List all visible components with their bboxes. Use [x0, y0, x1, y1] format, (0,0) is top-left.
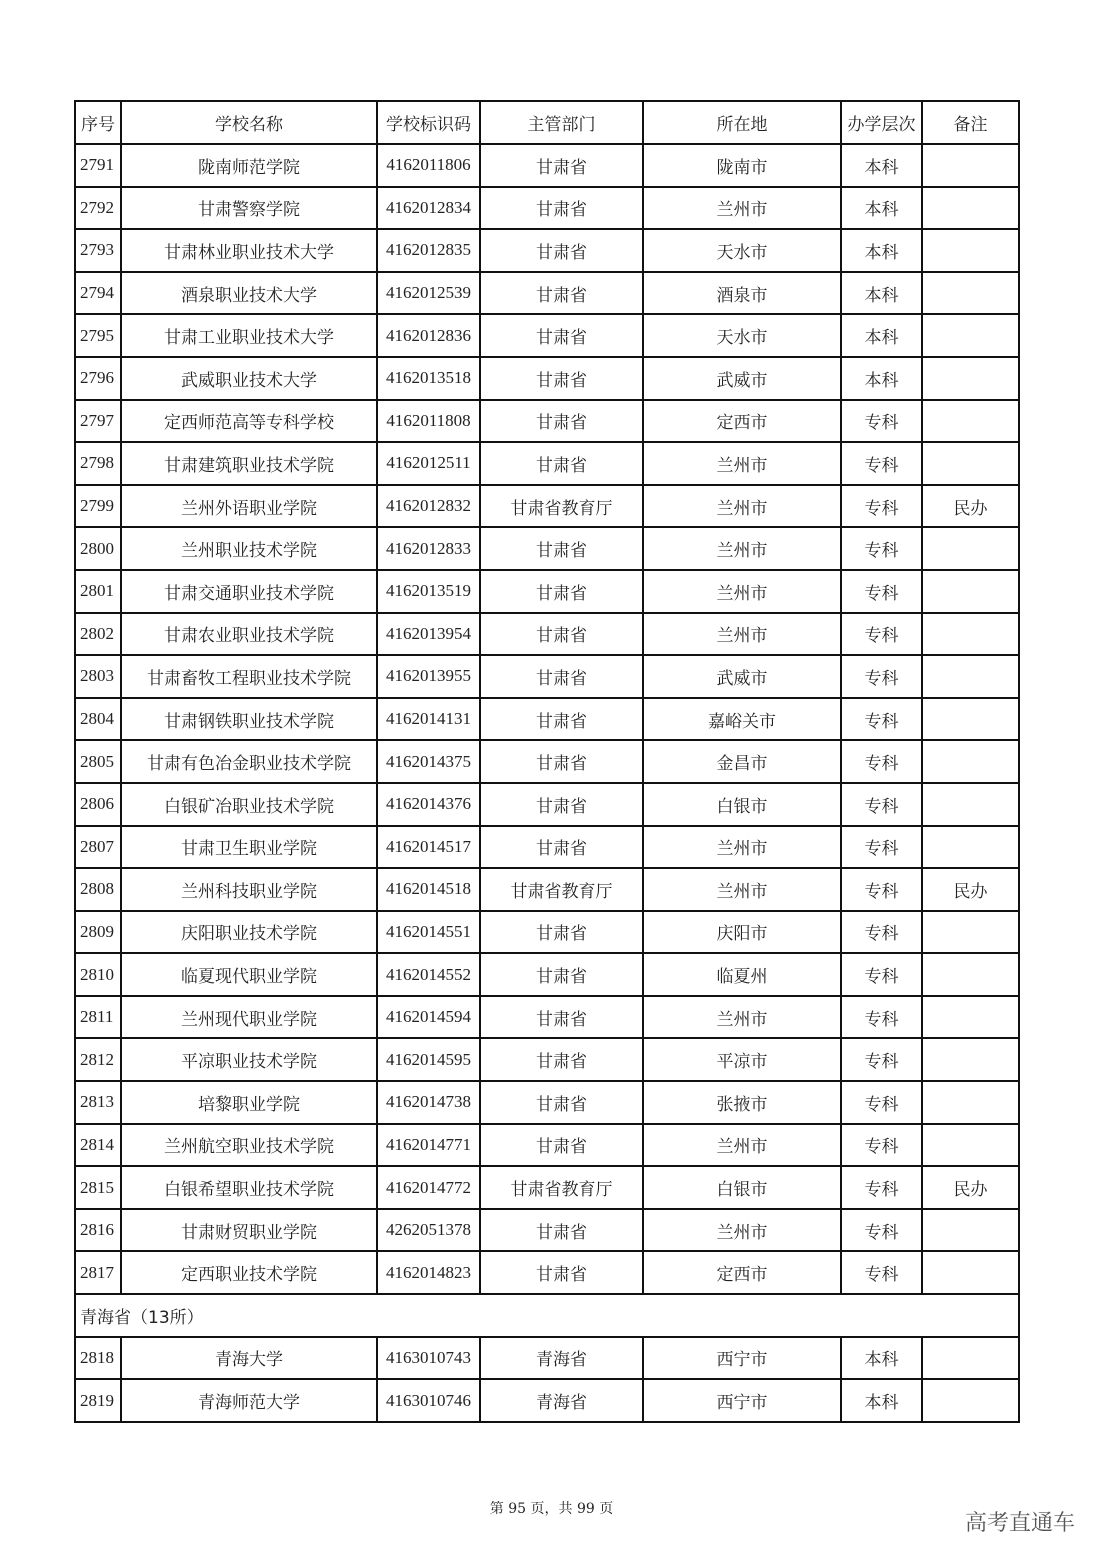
cell-remark: [922, 826, 1019, 869]
cell-location: 定西市: [643, 1251, 841, 1294]
cell-department: 甘肃省: [480, 187, 643, 230]
cell-department: 甘肃省: [480, 527, 643, 570]
cell-school-code: 4162013519: [377, 570, 480, 613]
cell-location: 张掖市: [643, 1081, 841, 1124]
cell-remark: [922, 1124, 1019, 1167]
table-row: [75, 1251, 1019, 1294]
cell-index: 2791: [75, 144, 121, 187]
cell-index: 2800: [75, 527, 121, 570]
cell-index: 2805: [75, 740, 121, 783]
cell-school-name: 白银希望职业技术学院: [121, 1166, 377, 1209]
cell-location: 陇南市: [643, 144, 841, 187]
cell-level: 专科: [841, 527, 922, 570]
cell-school-code: 4162012539: [377, 272, 480, 315]
cell-index: 2803: [75, 655, 121, 698]
cell-level: 专科: [841, 953, 922, 996]
cell-location: 定西市: [643, 400, 841, 443]
cell-remark: [922, 357, 1019, 400]
cell-location: 兰州市: [643, 570, 841, 613]
cell-remark: [922, 1251, 1019, 1294]
cell-location: 白银市: [643, 1166, 841, 1209]
cell-location: 平凉市: [643, 1038, 841, 1081]
cell-remark: [922, 570, 1019, 613]
cell-index: 2795: [75, 314, 121, 357]
cell-index: 2802: [75, 613, 121, 656]
table-row: [75, 527, 1019, 570]
cell-department: 甘肃省: [480, 953, 643, 996]
cell-index: 2809: [75, 911, 121, 954]
cell-school-code: 4163010746: [377, 1379, 480, 1422]
cell-school-name: 甘肃警察学院: [121, 187, 377, 230]
cell-level: 专科: [841, 1124, 922, 1167]
cell-department: 甘肃省: [480, 1209, 643, 1252]
cell-department: 甘肃省: [480, 1124, 643, 1167]
cell-index: 2814: [75, 1124, 121, 1167]
cell-school-code: 4162014131: [377, 698, 480, 741]
cell-level: 专科: [841, 826, 922, 869]
table-row: [75, 868, 1019, 911]
cell-school-code: 4262051378: [377, 1209, 480, 1252]
cell-location: 兰州市: [643, 442, 841, 485]
cell-index: 2808: [75, 868, 121, 911]
cell-remark: 民办: [922, 868, 1019, 911]
cell-location: 兰州市: [643, 868, 841, 911]
cell-remark: [922, 1379, 1019, 1422]
cell-school-code: 4162012833: [377, 527, 480, 570]
cell-school-name: 培黎职业学院: [121, 1081, 377, 1124]
cell-remark: [922, 655, 1019, 698]
table-row: [75, 485, 1019, 528]
cell-school-name: 甘肃交通职业技术学院: [121, 570, 377, 613]
cell-location: 兰州市: [643, 527, 841, 570]
cell-location: 武威市: [643, 357, 841, 400]
watermark: 高考直通车: [964, 1511, 1075, 1536]
cell-school-code: 4162012832: [377, 485, 480, 528]
cell-school-code: 4162013518: [377, 357, 480, 400]
table-row: [75, 1337, 1019, 1380]
cell-level: 本科: [841, 144, 922, 187]
cell-school-code: 4162012834: [377, 187, 480, 230]
cell-school-name: 兰州科技职业学院: [121, 868, 377, 911]
cell-remark: [922, 996, 1019, 1039]
cell-school-name: 兰州职业技术学院: [121, 527, 377, 570]
cell-level: 专科: [841, 1251, 922, 1294]
cell-level: 本科: [841, 314, 922, 357]
cell-level: 专科: [841, 783, 922, 826]
cell-level: 专科: [841, 613, 922, 656]
cell-department: 甘肃省: [480, 613, 643, 656]
table-row: [75, 1081, 1019, 1124]
cell-school-code: 4162012836: [377, 314, 480, 357]
cell-index: 2793: [75, 229, 121, 272]
cell-remark: [922, 144, 1019, 187]
cell-location: 兰州市: [643, 613, 841, 656]
cell-remark: [922, 1038, 1019, 1081]
cell-level: 专科: [841, 911, 922, 954]
cell-index: 2798: [75, 442, 121, 485]
group-row: [75, 1294, 1019, 1337]
cell-index: 2807: [75, 826, 121, 869]
cell-location: 天水市: [643, 229, 841, 272]
cell-department: 甘肃省: [480, 1251, 643, 1294]
cell-school-name: 兰州外语职业学院: [121, 485, 377, 528]
table-row: [75, 1166, 1019, 1209]
table-row: [75, 655, 1019, 698]
cell-index: 2816: [75, 1209, 121, 1252]
cell-school-code: 4162014772: [377, 1166, 480, 1209]
cell-level: 专科: [841, 740, 922, 783]
table-row: [75, 1124, 1019, 1167]
cell-remark: [922, 527, 1019, 570]
cell-level: 专科: [841, 1166, 922, 1209]
cell-remark: [922, 400, 1019, 443]
cell-index: 2796: [75, 357, 121, 400]
cell-location: 武威市: [643, 655, 841, 698]
header-school-name: 学校名称: [121, 101, 377, 144]
cell-school-name: 甘肃钢铁职业技术学院: [121, 698, 377, 741]
cell-index: 2804: [75, 698, 121, 741]
cell-department: 甘肃省: [480, 229, 643, 272]
cell-department: 青海省: [480, 1337, 643, 1380]
cell-school-name: 甘肃林业职业技术大学: [121, 229, 377, 272]
cell-index: 2801: [75, 570, 121, 613]
cell-remark: [922, 187, 1019, 230]
cell-department: 甘肃省: [480, 911, 643, 954]
cell-location: 天水市: [643, 314, 841, 357]
cell-school-name: 定西职业技术学院: [121, 1251, 377, 1294]
cell-index: 2792: [75, 187, 121, 230]
cell-school-code: 4162014771: [377, 1124, 480, 1167]
header-level: 办学层次: [841, 101, 922, 144]
table-row: [75, 826, 1019, 869]
table-row: [75, 400, 1019, 443]
cell-remark: [922, 272, 1019, 315]
cell-school-name: 武威职业技术大学: [121, 357, 377, 400]
cell-index: 2813: [75, 1081, 121, 1124]
cell-remark: [922, 911, 1019, 954]
cell-index: 2812: [75, 1038, 121, 1081]
cell-department: 甘肃省: [480, 314, 643, 357]
table-row: [75, 442, 1019, 485]
cell-school-name: 青海师范大学: [121, 1379, 377, 1422]
cell-location: 庆阳市: [643, 911, 841, 954]
cell-department: 甘肃省: [480, 1038, 643, 1081]
cell-department: 甘肃省: [480, 698, 643, 741]
cell-location: 兰州市: [643, 187, 841, 230]
cell-remark: [922, 314, 1019, 357]
cell-school-name: 临夏现代职业学院: [121, 953, 377, 996]
cell-department: 甘肃省: [480, 655, 643, 698]
cell-department: 甘肃省: [480, 996, 643, 1039]
cell-location: 兰州市: [643, 826, 841, 869]
cell-school-name: 庆阳职业技术学院: [121, 911, 377, 954]
table-row: [75, 357, 1019, 400]
cell-school-name: 甘肃有色冶金职业技术学院: [121, 740, 377, 783]
cell-index: 2794: [75, 272, 121, 315]
cell-remark: [922, 698, 1019, 741]
cell-level: 本科: [841, 1379, 922, 1422]
cell-school-name: 定西师范高等专科学校: [121, 400, 377, 443]
cell-remark: [922, 1209, 1019, 1252]
cell-level: 本科: [841, 187, 922, 230]
cell-school-code: 4162014552: [377, 953, 480, 996]
cell-department: 甘肃省: [480, 826, 643, 869]
cell-level: 专科: [841, 868, 922, 911]
table-row: [75, 783, 1019, 826]
cell-department: 甘肃省: [480, 144, 643, 187]
table-row: [75, 144, 1019, 187]
header-school-code: 学校标识码: [377, 101, 480, 144]
cell-school-code: 4162012835: [377, 229, 480, 272]
cell-remark: [922, 613, 1019, 656]
cell-index: 2810: [75, 953, 121, 996]
cell-location: 兰州市: [643, 485, 841, 528]
cell-department: 甘肃省: [480, 740, 643, 783]
cell-location: 临夏州: [643, 953, 841, 996]
cell-department: 甘肃省: [480, 442, 643, 485]
cell-department: 甘肃省: [480, 570, 643, 613]
cell-index: 2799: [75, 485, 121, 528]
table-row: [75, 996, 1019, 1039]
cell-school-code: 4163010743: [377, 1337, 480, 1380]
cell-school-code: 4162014594: [377, 996, 480, 1039]
cell-school-code: 4162011808: [377, 400, 480, 443]
cell-school-name: 白银矿冶职业技术学院: [121, 783, 377, 826]
table-row: [75, 570, 1019, 613]
cell-school-name: 兰州现代职业学院: [121, 996, 377, 1039]
cell-index: 2811: [75, 996, 121, 1039]
cell-remark: [922, 1081, 1019, 1124]
cell-level: 专科: [841, 570, 922, 613]
page-footer: 第 95 页，共 99 页: [489, 1501, 614, 1517]
cell-location: 兰州市: [643, 996, 841, 1039]
cell-school-name: 甘肃工业职业技术大学: [121, 314, 377, 357]
cell-department: 甘肃省: [480, 783, 643, 826]
school-list-table: [74, 100, 1020, 1423]
cell-index: 2815: [75, 1166, 121, 1209]
table-row: [75, 314, 1019, 357]
table-row: [75, 911, 1019, 954]
cell-remark: [922, 1337, 1019, 1380]
cell-index: 2819: [75, 1379, 121, 1422]
cell-school-name: 平凉职业技术学院: [121, 1038, 377, 1081]
cell-department: 甘肃省: [480, 400, 643, 443]
table-row: [75, 272, 1019, 315]
cell-remark: [922, 442, 1019, 485]
cell-level: 本科: [841, 229, 922, 272]
table-header-row: [75, 101, 1019, 144]
table-row: [75, 953, 1019, 996]
cell-school-code: 4162014551: [377, 911, 480, 954]
cell-level: 专科: [841, 698, 922, 741]
table-row: [75, 1379, 1019, 1422]
cell-level: 专科: [841, 655, 922, 698]
cell-remark: [922, 740, 1019, 783]
cell-school-code: 4162012511: [377, 442, 480, 485]
cell-department: 青海省: [480, 1379, 643, 1422]
table-row: [75, 187, 1019, 230]
cell-remark: [922, 783, 1019, 826]
cell-location: 兰州市: [643, 1124, 841, 1167]
cell-location: 金昌市: [643, 740, 841, 783]
cell-location: 兰州市: [643, 1209, 841, 1252]
cell-remark: 民办: [922, 1166, 1019, 1209]
cell-school-name: 酒泉职业技术大学: [121, 272, 377, 315]
cell-school-name: 兰州航空职业技术学院: [121, 1124, 377, 1167]
cell-index: 2817: [75, 1251, 121, 1294]
cell-school-code: 4162014738: [377, 1081, 480, 1124]
table-row: [75, 1209, 1019, 1252]
cell-school-code: 4162013955: [377, 655, 480, 698]
cell-school-code: 4162014517: [377, 826, 480, 869]
cell-school-name: 甘肃卫生职业学院: [121, 826, 377, 869]
cell-remark: [922, 229, 1019, 272]
cell-department: 甘肃省: [480, 357, 643, 400]
table-row: [75, 740, 1019, 783]
province-group-label: 青海省（13所）: [75, 1294, 1019, 1337]
cell-school-name: 青海大学: [121, 1337, 377, 1380]
cell-level: 专科: [841, 400, 922, 443]
cell-school-name: 甘肃农业职业技术学院: [121, 613, 377, 656]
cell-department: 甘肃省教育厅: [480, 868, 643, 911]
cell-index: 2818: [75, 1337, 121, 1380]
cell-level: 专科: [841, 1038, 922, 1081]
table-row: [75, 613, 1019, 656]
cell-school-name: 甘肃畜牧工程职业技术学院: [121, 655, 377, 698]
cell-remark: [922, 953, 1019, 996]
cell-school-code: 4162014823: [377, 1251, 480, 1294]
header-remark: 备注: [922, 101, 1019, 144]
cell-level: 专科: [841, 485, 922, 528]
header-location: 所在地: [643, 101, 841, 144]
header-index: 序号: [75, 101, 121, 144]
cell-location: 嘉峪关市: [643, 698, 841, 741]
cell-level: 本科: [841, 1337, 922, 1380]
cell-school-code: 4162011806: [377, 144, 480, 187]
cell-school-name: 甘肃财贸职业学院: [121, 1209, 377, 1252]
table-row: [75, 1038, 1019, 1081]
cell-level: 专科: [841, 1081, 922, 1124]
cell-school-code: 4162014595: [377, 1038, 480, 1081]
cell-school-code: 4162014376: [377, 783, 480, 826]
cell-index: 2797: [75, 400, 121, 443]
cell-location: 白银市: [643, 783, 841, 826]
cell-school-name: 陇南师范学院: [121, 144, 377, 187]
cell-location: 西宁市: [643, 1337, 841, 1380]
cell-location: 西宁市: [643, 1379, 841, 1422]
cell-level: 专科: [841, 442, 922, 485]
cell-index: 2806: [75, 783, 121, 826]
table-row: [75, 229, 1019, 272]
cell-school-code: 4162013954: [377, 613, 480, 656]
table-row: [75, 698, 1019, 741]
cell-remark: 民办: [922, 485, 1019, 528]
cell-department: 甘肃省: [480, 272, 643, 315]
cell-department: 甘肃省教育厅: [480, 485, 643, 528]
cell-school-code: 4162014518: [377, 868, 480, 911]
cell-school-code: 4162014375: [377, 740, 480, 783]
header-department: 主管部门: [480, 101, 643, 144]
cell-level: 本科: [841, 357, 922, 400]
cell-school-name: 甘肃建筑职业技术学院: [121, 442, 377, 485]
cell-level: 本科: [841, 272, 922, 315]
cell-level: 专科: [841, 996, 922, 1039]
cell-location: 酒泉市: [643, 272, 841, 315]
cell-department: 甘肃省教育厅: [480, 1166, 643, 1209]
cell-department: 甘肃省: [480, 1081, 643, 1124]
cell-level: 专科: [841, 1209, 922, 1252]
